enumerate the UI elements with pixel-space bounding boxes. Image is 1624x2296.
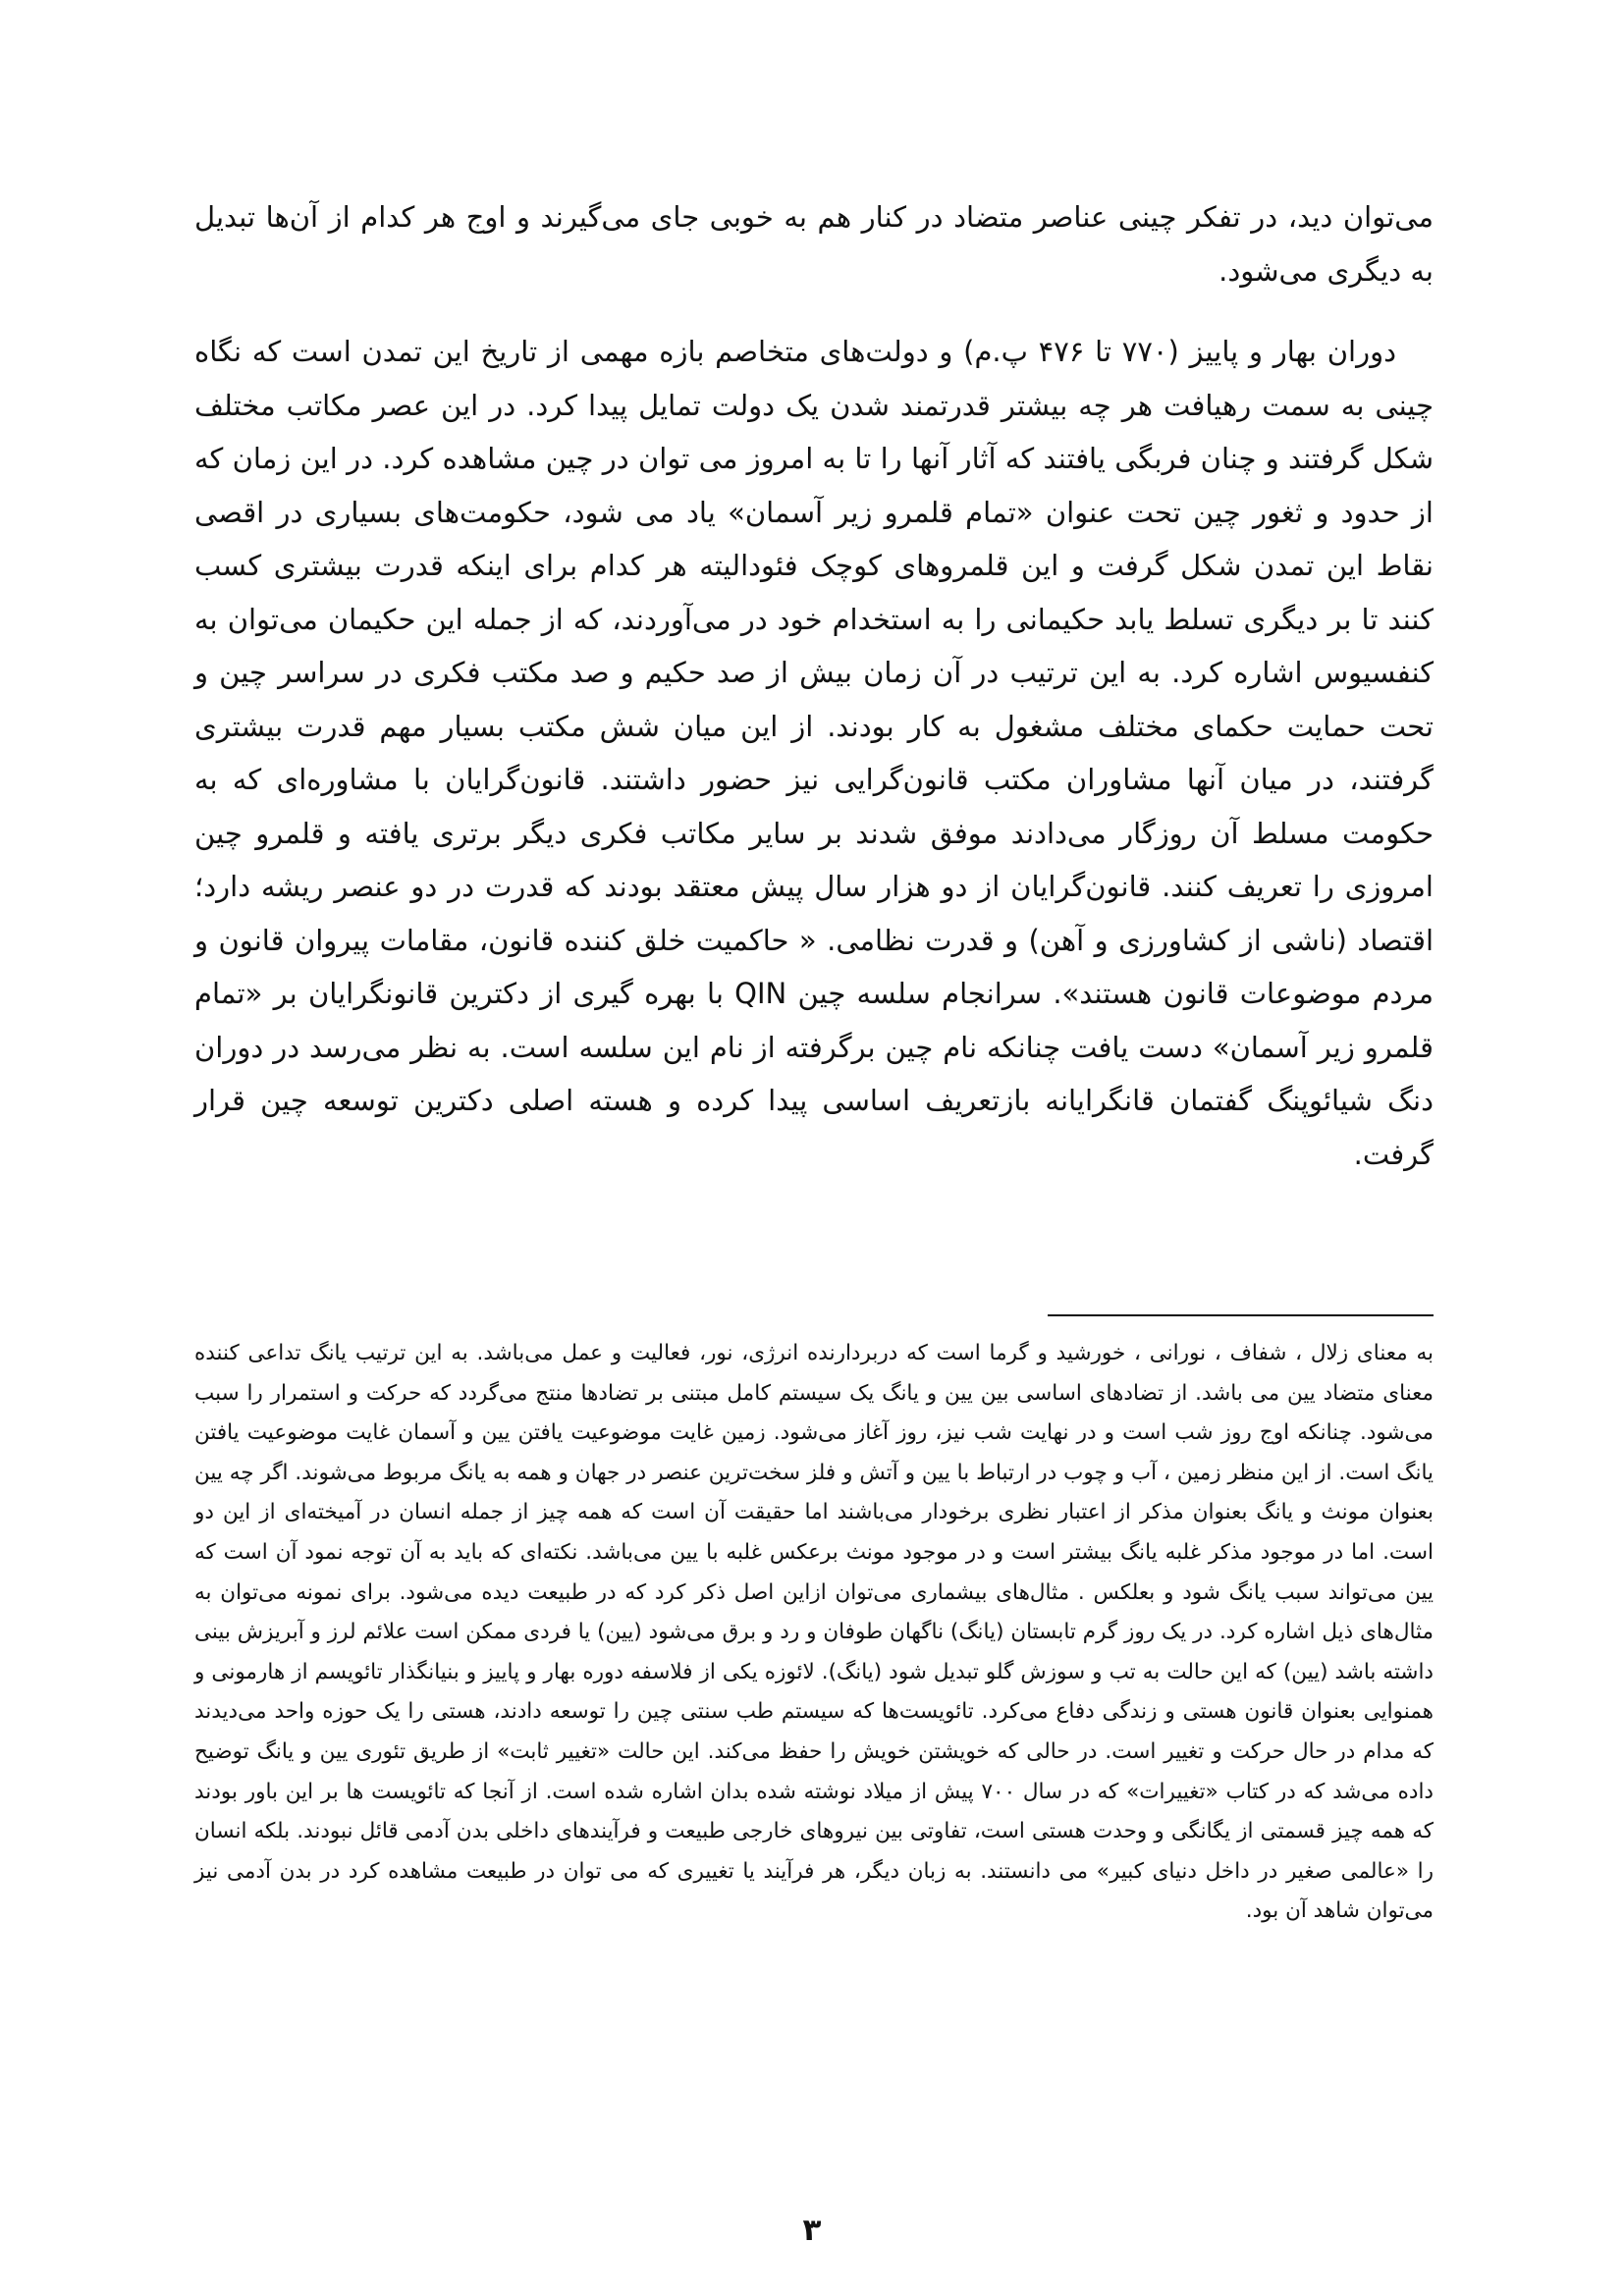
page-number: ۳ — [802, 2213, 822, 2248]
footnote-yang: به معنای زلال ، شفاف ، نورانی ، خورشید و گرما است که دربردارنده انرژی، نور، فعالیت و عمل می‌باشد. به این ترتیب یانگ تداعی کننده معنای متضاد یین می باشد. از تضادهای اساسی بین یین و یانگ یک سیستم کامل مبتنی بر تضادها منتج می‌گردد که حرکت و استمرار را سبب می‌شود. چنانکه اوج روز شب است و در نهایت شب نیز، روز آغاز می‌شود. زمین غایت موضوعیت یافتن یین و آسمان غایت موضوعیت یافتن یانگ است. از این منظر زمین ، آب و چوب در ارتباط با یین و آتش و فلز سخت‌ترین عنصر در جهان و همه به یانگ مربوط می‌شوند. اگر چه یین بعنوان مونث و یانگ بعنوان مذکر از اعتبار نظری برخودار می‌باشند اما حقیقت آن است که همه چیز از جمله انسان در آمیخته‌ای از این دو است. اما در موجود مذکر غلبه یانگ بیشتر است و در موجود مونث برعکس غلبه با یین می‌باشد. نکته‌ای که باید به آن توجه نمود آن است که یین می‌تواند سبب یانگ شود و بعلکس . مثال‌های بیشماری می‌توان ازاین اصل ذکر کرد که در طبیعت دیده می‌شود. برای نمونه می‌توان به مثال‌های ذیل اشاره کرد. در یک روز گرم تابستان (یانگ) ناگهان طوفان و رد و برق می‌شود (یین) یا فردی ممکن است علائم لرز و آبریزش بینی داشته باشد (یین) که این حالت به تب و سوزش گلو تبدیل شود (یانگ). لائوزه یکی از فلاسفه دوره بهار و پاییز و بنیانگذار تائویسم از هارمونی و همنوایی بعنوان قانون هستی و زندگی دفاع می‌کرد. تائویست‌ها که سیستم طب سنتی چین را توسعه دادند، هستی را یک حوزه واحد می‌دیدند که مدام در حال حرکت و تغییر است. در حالی که خویشتن خویش را حفظ می‌کند. این حالت «تغییر ثابت» از طریق تئوری یین و یانگ توضیح داده می‌شد که در کتاب «تغییرات» که در سال ۷۰۰ پیش از میلاد نوشته شده بدان اشاره شده است. از آنجا که تائویست ها بر این باور بودند که همه چیز قسمتی از یگانگی و وحدت هستی است، تفاوتی بین نیروهای خارجی طبیعت و فرآیندهای داخلی بدن آدمی قائل نبودند. بلکه انسان را «عالمی صغیر در داخل دنیای کبیر» می دانستند. به زبان دیگر، هر فرآیند یا تغییری که می توان در طبیعت مشاهده کرد در بدن آدمی نیز می‌توان شاهد آن بود. — [194, 1341, 1434, 1924]
main-text — [194, 190, 1434, 1181]
paragraph-intro: می‌توان دید، در تفکر چینی عناصر متضاد در کنار هم به خوبی جای می‌گیرند و اوج هر کدام از آن‌ها تبدیل به دیگری می‌شود. — [194, 200, 1434, 288]
footnote-separator — [1048, 1314, 1434, 1316]
footnotes — [194, 1334, 1434, 1932]
paragraph-spring-autumn: دوران بهار و پاییز (۷۷۰ تا ۴۷۶ پ.م) و دولت‌های متخاصم بازه مهمی از تاریخ این تمدن است که نگاه چینی به سمت رهیافت هر چه بیشتر قدرتمند شدن یک دولت تمایل پیدا کرد. در این عصر مکاتب مختلف شکل گرفتند و چنان فربگی یافتند که آثار آنها را تا به امروز می توان در چین مشاهده کرد. در این زمان که از حدود و ثغور چین تحت عنوان «تمام قلمرو زیر آسمان» یاد می شود، حکومت‌های بسیاری در اقصی نقاط این تمدن شکل گرفت و این قلمروهای کوچک فئودالیته هر کدام برای اینکه قدرت بیشتری کسب کنند تا بر دیگری تسلط یابد حکیمانی را به استخدام خود در می‌آوردند، که از جمله این حکیمان می‌توان به کنفسیوس اشاره کرد. به این ترتیب در آن زمان بیش از صد حکیم و صد مکتب فکری در سراسر چین و تحت حمایت حکمای مختلف مشغول به کار بودند. از این میان شش مکتب بسیار مهم قدرت بیشتری گرفتند، در میان آنها مشاوران مکتب قانون‌گرایی نیز حضور داشتند. قانون‌گرایان با مشاوره‌ای که به حکومت مسلط آن روزگار می‌دادند موفق شدند بر سایر مکاتب فکری دیگر برتری یافته و قلمرو چین امروزی را تعریف کنند. قانون‌گرایان از دو هزار سال پیش معتقد بودند که قدرت در دو عنصر ریشه دارد؛ اقتصاد (ناشی از کشاورزی و آهن) و قدرت نظامی. « حاکمیت خلق کننده قانون، مقامات پیروان قانون و مردم موضوعات قانون هستند». سرانجام سلسه چین QIN با بهره گیری از دکترین قانونگرایان بر «تمام قلمرو زیر آسمان» دست یافت چنانکه نام چین برگرفته از نام این سلسه است. به نظر می‌رسد در دوران دنگ شیائوپنگ گفتمان قانگرایانه بازتعریف اساسی پیدا کرده و هسته اصلی دکترین توسعه چین قرار گرفت. — [194, 335, 1434, 1171]
